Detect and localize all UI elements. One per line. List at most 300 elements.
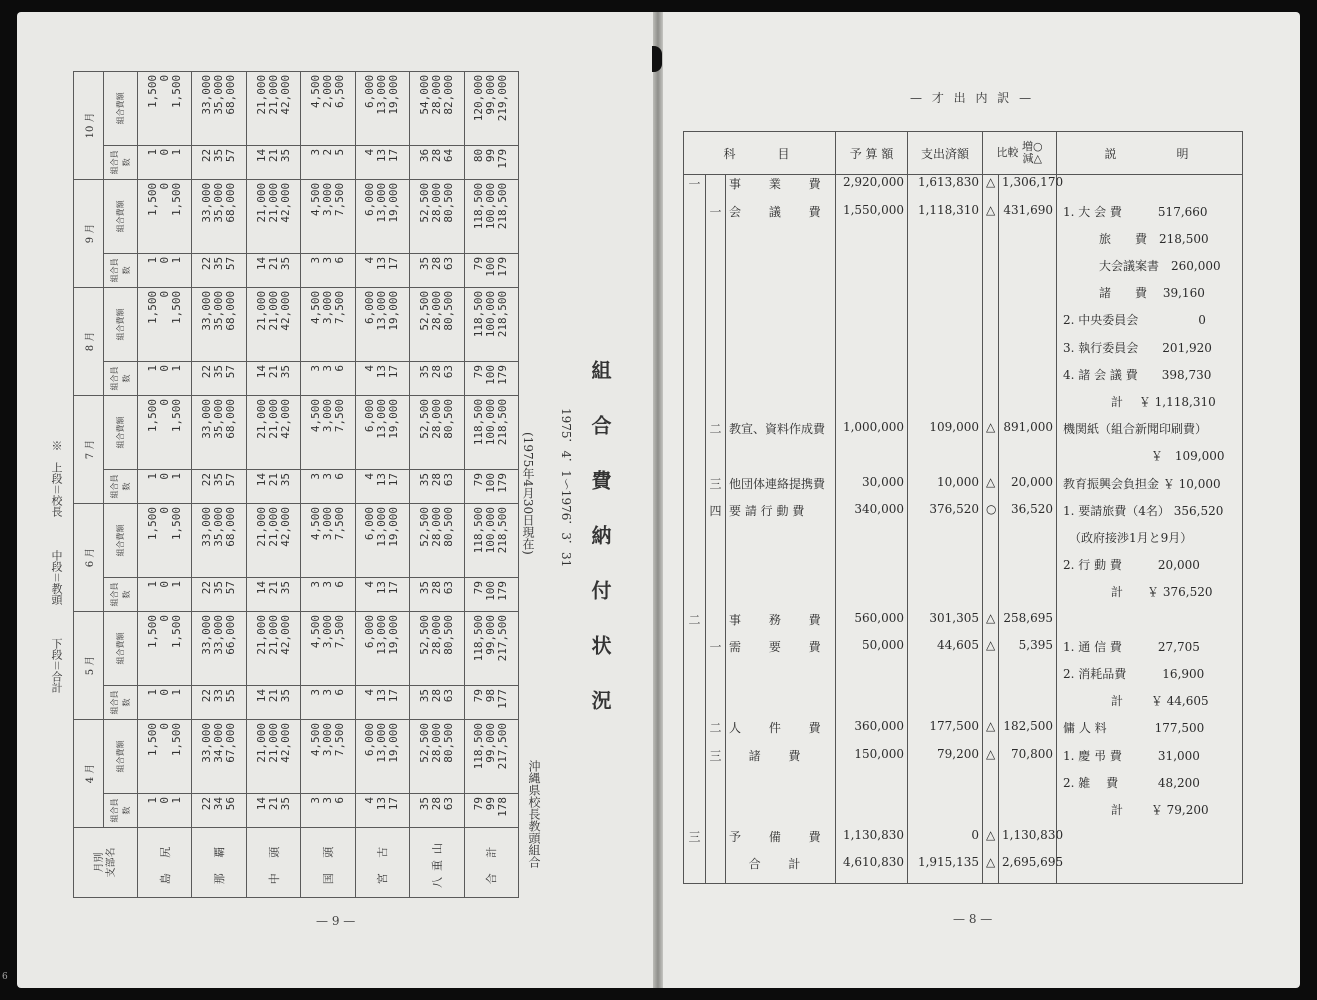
increase-decrease-sign: △: [983, 611, 999, 638]
difference-amount: [999, 692, 1057, 719]
members-count-cell: 79 100 179: [464, 469, 518, 503]
category-number: [684, 747, 706, 774]
members-count-cell: 1 0 1: [138, 577, 192, 611]
expense-item: [726, 801, 836, 828]
increase-decrease-sign: [983, 230, 999, 257]
page-number-9: — 9 —: [316, 914, 356, 928]
category-number: [684, 311, 706, 338]
dues-amount-cell: 4,500 2,000 6,500: [301, 71, 355, 145]
expense-item: 要 請 行 動 費: [726, 502, 836, 529]
dues-amount-cell: 21,000 21,000 42,000: [246, 71, 300, 145]
budget-amount: [836, 556, 908, 583]
increase-decrease-sign: △: [983, 719, 999, 746]
explanation: 諸 費 39,160: [1057, 284, 1243, 311]
increase-decrease-sign: [983, 284, 999, 311]
expense-item: [726, 366, 836, 393]
subcategory-number: [706, 529, 726, 556]
header-subject: 科 目: [684, 132, 836, 175]
header-compare: 比較 増○ 減△: [983, 132, 1057, 175]
subcategory-number: [706, 611, 726, 638]
dues-amount-cell: 118,500 100,000 218,500: [464, 503, 518, 577]
expense-row: [684, 556, 1243, 583]
explanation: [1057, 611, 1243, 638]
members-count-cell: 79 99 178: [464, 794, 518, 828]
branch-name: 八重山: [410, 828, 464, 898]
budget-amount: [836, 447, 908, 474]
expense-row: [684, 339, 1243, 366]
members-count-cell: 14 21 35: [246, 145, 300, 179]
dues-amount-cell: 1,500 0 1,500: [138, 395, 192, 469]
difference-amount: 36,520: [999, 502, 1057, 529]
subcategory-number: 一: [706, 203, 726, 230]
members-count-cell: 3 3 6: [301, 361, 355, 395]
spent-amount: [908, 801, 983, 828]
dues-amount-cell: 21,000 21,000 42,000: [246, 719, 300, 793]
category-number: [684, 855, 706, 883]
subcategory-number: [706, 828, 726, 855]
dues-amount-cell: 6,000 13,000 19,000: [355, 611, 409, 685]
subcategory-number: 三: [706, 475, 726, 502]
expense-row: [684, 665, 1243, 692]
expense-row: [684, 692, 1243, 719]
spent-amount: 1,613,830: [908, 175, 983, 203]
branch-name: 合 計: [464, 828, 518, 898]
dues-amount-cell: 120,000 99,000 219,000: [464, 71, 518, 145]
explanation: 機関紙（組合新聞印刷費）: [1057, 420, 1243, 447]
members-count-header: 組合員数: [104, 469, 138, 503]
spent-amount: [908, 393, 983, 420]
dues-amount-cell: 6,000 13,000 19,000: [355, 395, 409, 469]
expense-table: [683, 131, 1243, 884]
header-spent: 支出済額: [908, 132, 983, 175]
explanation: 計 ￥ 376,520: [1057, 583, 1243, 610]
increase-decrease-sign: △: [983, 203, 999, 230]
difference-amount: [999, 311, 1057, 338]
subcategory-number: 四: [706, 502, 726, 529]
dues-amount-cell: 4,500 3,000 7,500: [301, 287, 355, 361]
budget-amount: 30,000: [836, 475, 908, 502]
branch-row: [246, 71, 300, 897]
subcategory-number: [706, 665, 726, 692]
budget-amount: 560,000: [836, 611, 908, 638]
category-number: [684, 801, 706, 828]
explanation: 計 ￥ 44,605: [1057, 692, 1243, 719]
dues-amount-cell: 21,000 21,000 42,000: [246, 395, 300, 469]
members-count-cell: 14 21 35: [246, 577, 300, 611]
dues-amount-cell: 1,500 0 1,500: [138, 719, 192, 793]
budget-amount: [836, 339, 908, 366]
dues-amount-header: 組合費額: [104, 719, 138, 793]
members-count-cell: 22 35 57: [192, 361, 246, 395]
expense-row: [684, 529, 1243, 556]
budget-amount: 50,000: [836, 638, 908, 665]
expense-row: [684, 366, 1243, 393]
dues-amount-cell: 4,500 3,000 7,500: [301, 503, 355, 577]
dues-amount-cell: 1,500 0 1,500: [138, 611, 192, 685]
members-count-cell: 4 13 17: [355, 145, 409, 179]
spent-amount: [908, 556, 983, 583]
budget-amount: [836, 692, 908, 719]
dues-amount-cell: 118,500 99,000 217,500: [464, 719, 518, 793]
branch-row: [301, 71, 355, 897]
budget-amount: 340,000: [836, 502, 908, 529]
expense-row: [684, 774, 1243, 801]
subcategory-number: [706, 447, 726, 474]
category-number: [684, 447, 706, 474]
budget-amount: 2,920,000: [836, 175, 908, 203]
difference-amount: 431,690: [999, 203, 1057, 230]
dues-table-container: [73, 74, 519, 898]
members-count-cell: 79 100 179: [464, 361, 518, 395]
expense-row: [684, 828, 1243, 855]
expense-item: [726, 665, 836, 692]
increase-decrease-sign: [983, 529, 999, 556]
category-number: [684, 719, 706, 746]
dues-amount-cell: 33,000 35,000 68,000: [192, 503, 246, 577]
dues-asof: (1975年4月30日現在): [521, 432, 535, 555]
budget-amount: [836, 366, 908, 393]
budget-amount: [836, 393, 908, 420]
category-number: [684, 556, 706, 583]
members-count-cell: 1 0 1: [138, 794, 192, 828]
members-count-cell: 3 3 6: [301, 469, 355, 503]
members-count-header: 組合員数: [104, 145, 138, 179]
explanation: [1057, 175, 1243, 203]
branch-name: 島 尻: [138, 828, 192, 898]
organization-name: 沖縄県校長教頭組合: [527, 760, 541, 868]
explanation: 2. 雑 費 48,200: [1057, 774, 1243, 801]
explanation: ￥ 109,000: [1057, 447, 1243, 474]
increase-decrease-sign: [983, 583, 999, 610]
legend-note: ※ 上段＝校長 中段＝教頭 下段＝合計: [50, 440, 63, 693]
expense-item: 諸 費: [726, 747, 836, 774]
budget-amount: 1,550,000: [836, 203, 908, 230]
members-count-cell: 35 28 63: [410, 794, 464, 828]
expense-row: [684, 502, 1243, 529]
increase-decrease-sign: [983, 339, 999, 366]
page-number-8: — 8 —: [953, 912, 993, 926]
difference-amount: [999, 529, 1057, 556]
binding-hole: [652, 46, 662, 72]
dues-amount-cell: 1,500 0 1,500: [138, 287, 192, 361]
month-header: 10 月: [74, 71, 104, 179]
difference-amount: [999, 801, 1057, 828]
expense-item: [726, 692, 836, 719]
expense-item: 教宣、資料作成費: [726, 420, 836, 447]
budget-amount: [836, 583, 908, 610]
category-number: [684, 692, 706, 719]
budget-amount: [836, 665, 908, 692]
difference-amount: [999, 284, 1057, 311]
category-number: [684, 284, 706, 311]
header-explanation: 説 明: [1057, 132, 1243, 175]
increase-decrease-sign: △: [983, 638, 999, 665]
subcategory-number: [706, 257, 726, 284]
month-header: 9 月: [74, 179, 104, 287]
explanation: 1. 要請旅費（4名） 356,520: [1057, 502, 1243, 529]
category-number: [684, 230, 706, 257]
expense-item: 会 議 費: [726, 203, 836, 230]
difference-amount: [999, 556, 1057, 583]
spent-amount: [908, 529, 983, 556]
budget-amount: [836, 529, 908, 556]
budget-amount: [836, 284, 908, 311]
members-count-header: 組合員数: [104, 253, 138, 287]
expense-header-row: [684, 132, 1243, 175]
expense-row: [684, 719, 1243, 746]
dues-amount-cell: 33,000 35,000 68,000: [192, 287, 246, 361]
subcategory-number: [706, 556, 726, 583]
spent-amount: [908, 583, 983, 610]
members-count-cell: 14 21 35: [246, 685, 300, 719]
expense-item: 人 件 費: [726, 719, 836, 746]
subcategory-number: [706, 366, 726, 393]
dues-amount-cell: 6,000 13,000 19,000: [355, 179, 409, 253]
expense-row: [684, 203, 1243, 230]
explanation: 1. 慶 弔 費 31,000: [1057, 747, 1243, 774]
spent-amount: [908, 692, 983, 719]
difference-amount: 70,800: [999, 747, 1057, 774]
category-number: [684, 257, 706, 284]
increase-decrease-sign: △: [983, 175, 999, 203]
difference-amount: [999, 774, 1057, 801]
subcategory-number: 二: [706, 420, 726, 447]
members-count-cell: 14 21 35: [246, 253, 300, 287]
explanation: 4. 諸 会 議 費 398,730: [1057, 366, 1243, 393]
expense-row: [684, 447, 1243, 474]
subcategory-number: [706, 583, 726, 610]
difference-amount: [999, 257, 1057, 284]
members-count-cell: 4 13 17: [355, 361, 409, 395]
members-count-cell: 1 0 1: [138, 685, 192, 719]
corner-header: 月別 支部名: [74, 828, 138, 898]
expense-item: [726, 284, 836, 311]
increase-decrease-sign: [983, 774, 999, 801]
header-budget: 予 算 額: [836, 132, 908, 175]
category-number: [684, 502, 706, 529]
explanation: （政府接渉1月と9月）: [1057, 529, 1243, 556]
members-count-cell: 22 34 56: [192, 794, 246, 828]
subcategory-number: [706, 692, 726, 719]
increase-decrease-sign: △: [983, 475, 999, 502]
category-number: 三: [684, 828, 706, 855]
expense-item: 他団体連絡提携費: [726, 475, 836, 502]
subcategory-number: 一: [706, 638, 726, 665]
expense-row: [684, 801, 1243, 828]
explanation: 教育振興会負担金 ￥ 10,000: [1057, 475, 1243, 502]
members-count-header: 組合員数: [104, 685, 138, 719]
spent-amount: [908, 257, 983, 284]
dues-amount-cell: 4,500 3,000 7,500: [301, 179, 355, 253]
members-count-cell: 35 28 63: [410, 253, 464, 287]
spent-amount: [908, 665, 983, 692]
subcategory-number: [706, 311, 726, 338]
dues-amount-cell: 118,500 100,000 218,500: [464, 395, 518, 469]
dues-amount-cell: 4,500 3,000 7,500: [301, 611, 355, 685]
subcategory-number: [706, 175, 726, 203]
category-number: [684, 638, 706, 665]
budget-amount: 1,000,000: [836, 420, 908, 447]
dues-amount-cell: 1,500 0 1,500: [138, 71, 192, 145]
expense-item: [726, 447, 836, 474]
dues-amount-cell: 21,000 21,000 42,000: [246, 179, 300, 253]
difference-amount: [999, 366, 1057, 393]
difference-amount: 2,695,695: [999, 855, 1057, 883]
members-count-cell: 3 3 6: [301, 253, 355, 287]
explanation: [1057, 855, 1243, 883]
category-number: [684, 420, 706, 447]
difference-amount: [999, 583, 1057, 610]
month-header: 6 月: [74, 503, 104, 611]
members-count-cell: 36 28 64: [410, 145, 464, 179]
expense-item: [726, 339, 836, 366]
dues-amount-cell: 21,000 21,000 42,000: [246, 503, 300, 577]
expense-item: [726, 583, 836, 610]
spent-amount: 301,305: [908, 611, 983, 638]
dues-amount-header: 組合費額: [104, 179, 138, 253]
members-count-cell: 22 35 57: [192, 469, 246, 503]
increase-decrease-sign: [983, 801, 999, 828]
branch-name: 宮 古: [355, 828, 409, 898]
dues-amount-cell: 6,000 13,000 19,000: [355, 503, 409, 577]
members-count-cell: 22 35 57: [192, 253, 246, 287]
increase-decrease-sign: [983, 692, 999, 719]
difference-amount: 258,695: [999, 611, 1057, 638]
dues-amount-cell: 52,500 28,000 80,500: [410, 395, 464, 469]
expense-item: 需 要 費: [726, 638, 836, 665]
expense-row: [684, 611, 1243, 638]
book-gutter: [653, 12, 663, 988]
explanation: 3. 執行委員会 201,920: [1057, 339, 1243, 366]
category-number: [684, 203, 706, 230]
subcategory-number: [706, 801, 726, 828]
dues-amount-cell: 21,000 21,000 42,000: [246, 287, 300, 361]
dues-amount-header: 組合費額: [104, 503, 138, 577]
branch-row: [355, 71, 409, 897]
members-count-cell: 22 35 57: [192, 577, 246, 611]
members-count-header: 組合員数: [104, 577, 138, 611]
members-count-cell: 14 21 35: [246, 361, 300, 395]
members-count-cell: 3 3 6: [301, 685, 355, 719]
members-count-cell: 79 100 179: [464, 577, 518, 611]
expense-row: [684, 311, 1243, 338]
increase-decrease-sign: [983, 366, 999, 393]
explanation: 1. 通 信 費 27,705: [1057, 638, 1243, 665]
dues-amount-cell: 4,500 3,000 7,500: [301, 395, 355, 469]
branch-row: [410, 71, 464, 897]
explanation: 大会議案書 260,000: [1057, 257, 1243, 284]
subcategory-number: [706, 339, 726, 366]
expense-item: [726, 257, 836, 284]
dues-amount-cell: 6,000 13,000 19,000: [355, 71, 409, 145]
budget-amount: [836, 774, 908, 801]
dues-amount-cell: 52,500 28,000 80,500: [410, 503, 464, 577]
dues-amount-cell: 21,000 21,000 42,000: [246, 611, 300, 685]
expense-item: [726, 529, 836, 556]
difference-amount: [999, 447, 1057, 474]
budget-amount: 4,610,830: [836, 855, 908, 883]
expense-item: [726, 774, 836, 801]
expense-item: 事 業 費: [726, 175, 836, 203]
dues-amount-cell: 4,500 3,000 7,500: [301, 719, 355, 793]
members-count-cell: 4 13 17: [355, 469, 409, 503]
dues-amount-header: 組合費額: [104, 395, 138, 469]
month-header: 8 月: [74, 287, 104, 395]
expense-row: [684, 284, 1243, 311]
expense-row: [684, 257, 1243, 284]
spent-amount: 177,500: [908, 719, 983, 746]
dues-period: 1975．4．1～1976．3．31: [559, 408, 573, 568]
dues-amount-header: 組合費額: [104, 287, 138, 361]
month-header: 4 月: [74, 719, 104, 827]
members-count-cell: 14 21 35: [246, 794, 300, 828]
members-count-cell: 4 13 17: [355, 794, 409, 828]
expense-row: [684, 638, 1243, 665]
members-count-header: 組合員数: [104, 794, 138, 828]
dues-amount-cell: 54,000 28,000 82,000: [410, 71, 464, 145]
difference-amount: [999, 393, 1057, 420]
increase-decrease-sign: △: [983, 420, 999, 447]
expense-row: [684, 475, 1243, 502]
explanation: 計 ￥ 79,200: [1057, 801, 1243, 828]
budget-amount: [836, 801, 908, 828]
category-number: [684, 475, 706, 502]
branch-row: [192, 71, 246, 897]
increase-decrease-sign: ○: [983, 502, 999, 529]
explanation: 2. 中央委員会 0: [1057, 311, 1243, 338]
difference-amount: [999, 339, 1057, 366]
members-count-header: 組合員数: [104, 361, 138, 395]
dues-amount-cell: 6,000 13,000 19,000: [355, 287, 409, 361]
month-header: 7 月: [74, 395, 104, 503]
dues-amount-cell: 33,000 35,000 68,000: [192, 395, 246, 469]
members-count-cell: 4 13 17: [355, 577, 409, 611]
members-count-cell: 3 3 6: [301, 577, 355, 611]
members-count-cell: 35 28 63: [410, 685, 464, 719]
subcategory-number: [706, 284, 726, 311]
spent-amount: 1,118,310: [908, 203, 983, 230]
explanation: 旅 費 218,500: [1057, 230, 1243, 257]
subcategory-number: 二: [706, 719, 726, 746]
difference-amount: [999, 665, 1057, 692]
spent-amount: 44,605: [908, 638, 983, 665]
subcategory-number: [706, 230, 726, 257]
members-count-cell: 1 0 1: [138, 469, 192, 503]
dues-payment-table: [73, 71, 519, 898]
difference-amount: 20,000: [999, 475, 1057, 502]
expense-item: [726, 311, 836, 338]
spent-amount: [908, 339, 983, 366]
difference-amount: [999, 230, 1057, 257]
dues-amount-cell: 118,500 100,000 218,500: [464, 287, 518, 361]
spent-amount: [908, 311, 983, 338]
dues-amount-cell: 33,000 34,000 67,000: [192, 719, 246, 793]
spent-amount: 376,520: [908, 502, 983, 529]
difference-amount: 5,395: [999, 638, 1057, 665]
difference-amount: 1,130,830: [999, 828, 1057, 855]
difference-amount: 1,306,170: [999, 175, 1057, 203]
increase-decrease-sign: △: [983, 747, 999, 774]
category-number: [684, 366, 706, 393]
explanation: 1. 大 会 費 517,660: [1057, 203, 1243, 230]
expense-item: [726, 230, 836, 257]
members-count-cell: 1 0 1: [138, 361, 192, 395]
spent-amount: 0: [908, 828, 983, 855]
members-count-cell: 35 28 63: [410, 469, 464, 503]
subcategory-number: [706, 393, 726, 420]
dues-amount-cell: 118,500 99,000 217,500: [464, 611, 518, 685]
members-count-cell: 35 28 63: [410, 577, 464, 611]
